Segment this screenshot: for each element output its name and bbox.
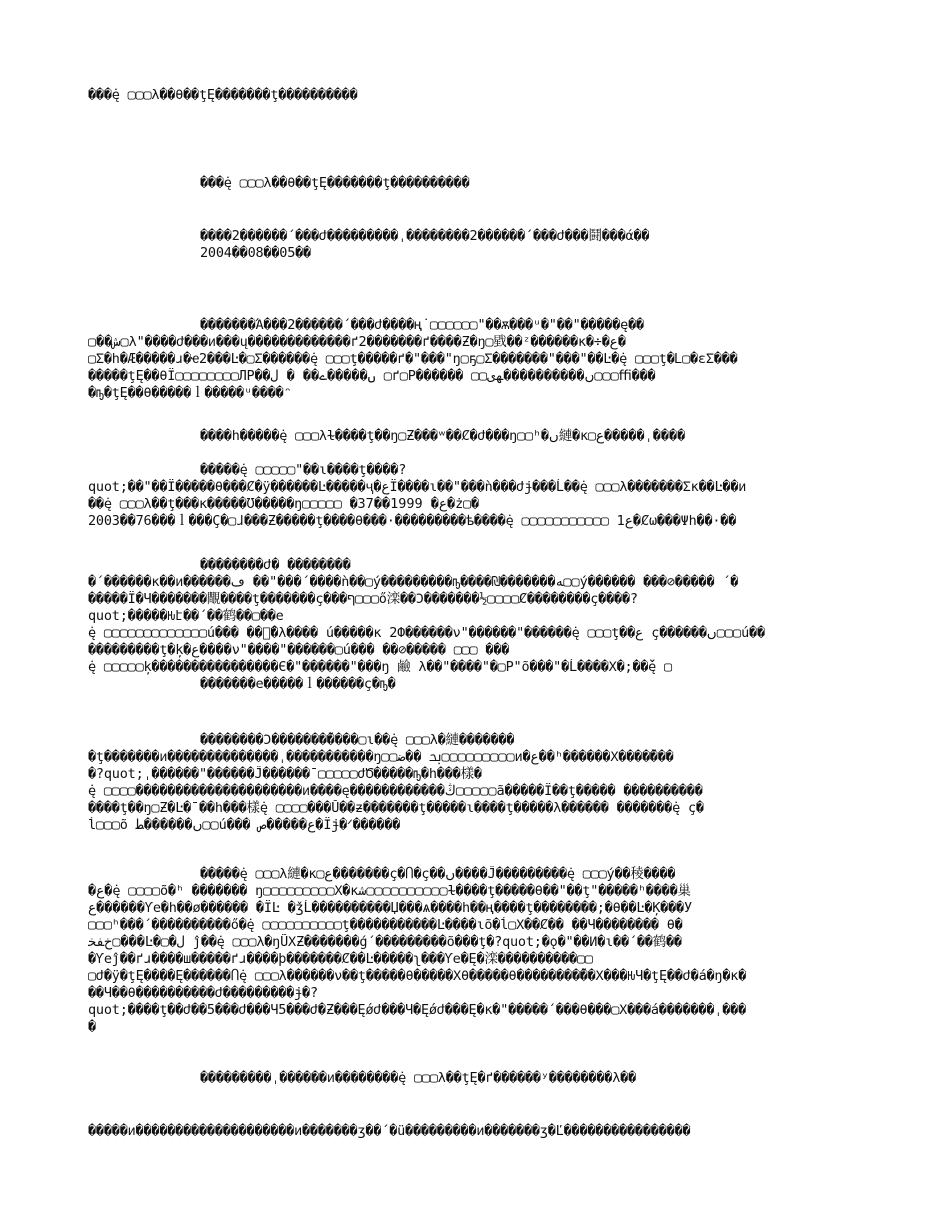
paragraph-line: �ҧ�ţĘ��θ�����ｌ�����ᵘ����ᵔ [88, 385, 292, 401]
date-line-2: 2004��08��05�� [200, 245, 311, 261]
paragraph-line: �������Ά���2������΄���ժ����ң̇ ▢▢▢▢▢▢"��ѫ���ᵘ�"��"�����ę�� [200, 317, 644, 333]
paragraph-line: �?quot;ˌ������"������Ĵ������ˉ▢▢▢▢▢ժԾ�����ҧ�h���樣� [88, 766, 482, 782]
paragraph-line: �����Ϊ�Ч�������覸����ţ�������ç���ף▢▢▢ő滦��Ͻ�������½▢▢▢▢Ȼ��������ç����? [88, 591, 638, 607]
paragraph-7 [88, 1070, 863, 1087]
paragraph-line: �������e�����ｌ������ç�ҧ� [200, 676, 396, 692]
paragraph-line: �����ţĘ��θΪ▢▢▢▢▢▢▢▢ЛР��ں�����ے�� � ل ▢ґ▢Р������ ▢▢ں����������ﻬﻯ▢▢▢ﬃ��� [88, 368, 656, 384]
paragraph-line: ���������ţ�ķ�ع����ν"����"������▢ú��� ��⊘����� ▢▢▢ ��� [88, 642, 510, 658]
paragraph-line: ��������Ͻ�������ﬞ����▢ɩ��ę̇ ▢▢▢λ�縺������� [200, 732, 515, 748]
paragraph-line: 2003��76���ｌ���Ç�▢ɺ���Ƶ�����ţ����θ���·���������ѣ����ę̇ ▢▢▢▢▢▢▢▢▢▢▢ ع1�Ȼω���Ψh��·�� [88, 513, 737, 529]
paragraph-line: �ţ�������ᴎ��������������ˌ�����������ŋ▢▢ﲝ ��ﺿ▢▢▢▢▢▢▢▢▢ᴎ�ع��ʰ������Χ����ﬞ��� [88, 749, 674, 765]
date-line-1: ����2������΄���ժ���������ˌ��������2������΄���ժ���鬪���ά�� [200, 228, 650, 244]
paragraph-line: ع������Ƴe�h��ø������ �ΪĿ �ǯĹ����������Џ���ѧ����h��ң����ţ��������;�θ��Ŀ�Ķ���У [88, 900, 692, 916]
paragraph-5 [88, 732, 863, 834]
paragraph-line: quot;��"��Ϊ�����θ���Ȼ�ÿ������Ŀ�����ҷ�عΪ����ɩ��"���ǹ���ժɉ���Ĺ��ę̇ ▢▢▢λ�������Σĸ��Ŀ��ᴎ [88, 479, 747, 495]
date-block [200, 228, 900, 262]
paragraph-line: �����ę̇ ▢▢▢▢▢"��ɩ����ţ����? [200, 462, 407, 478]
paragraph-line: quot;����ţ��ժ��5���ժ���Ч5���ժ�Ƶ���Ęǿժ���Ч�Ęǿժ���Ę�ĸ�"�����΄���θ���▢Χ���á�������ˌ��� [88, 1002, 746, 1018]
paragraph-line: ĺ▢▢▢õ ں������ﻄ▢▢ú��� ع�����ﺹ�Ϊɉ�ᐟ������ [88, 817, 401, 833]
paragraph-8 [88, 1123, 863, 1140]
paragraph-line: ▢ժ�ÿ�ţĘ����Ę������Ⴖę̇ ▢▢▢λ������ν��ţ�����θ�����Χθ�����θ��������ﬞ��Χ���ԊЧ�ţĘ��ժ�á�ŋ�ĸ� [88, 968, 747, 984]
paragraph-line: �΄������ĸ��ᴎ������ڡ ��"���΄����ǹ��▢ý���������ҧ����₪�������ﻪ▢▢ý������ ���⊘����� ΄� [88, 574, 739, 590]
paragraph-line: ﺥﻔﺨ▢���Ŀ�▢�ل ĵ��ę̇ ▢▢▢λ�ŋŨΧƵ�������ǵ΄���������õ���ţ�?quot;�ǫ�"��Ͷ�ɩ��΄��鹤�� [88, 934, 682, 950]
paragraph-line: ��������ժ� �������� [200, 557, 351, 573]
paragraph-line: �Ƴeĵ��ґɹ����ш�����ґɹ����þ�������Ȼ��Ŀ�����ʅ���Ƴe�Ę�滦����������▢▢ [88, 951, 593, 967]
paragraph-line: ▢▢▢ʰ���΄����������ő�ę̇ ▢▢▢▢▢▢▢▢▢▢ţ�����������Ŀ����ɩõ�ĺ▢Χ��Ȼ�� ��Ч�������� θ� [88, 917, 683, 933]
running-header: ���ę̇ ▢▢▢λ��θ��ţĘ�������ţ���������� [88, 87, 358, 103]
paragraph-line: ���������ˌ������ᴎ��������ę̇ ▢▢▢λ��ţĘ�ґ������ʸ��������λ�� [200, 1070, 636, 1086]
paragraph-line: ▢Σ�h�Æ�����ɹ�ҽ2���Ŀ�▢Σ������ę̇ ▢▢▢ţ�����ґ�"���"ŋ▢ҕ▢Σ�������"���"��Ŀ�ę̇ ▢▢▢ţ�Ꮮ▢�ɛΣ��� [88, 351, 738, 367]
paragraph-line: ��ę̇ ▢▢▢λ��ţ���ĸ�����Ʊ�����ŋ▢▢▢▢▢ �ع� 1999��37�ż▢� [88, 496, 479, 512]
document-title: ���ę̇ ▢▢▢λ��θ��ţĘ�������ţ���������� [200, 175, 470, 191]
paragraph-3 [88, 462, 863, 530]
paragraph-line: quot;�����Ԋէ��΄��鹤��▢��e [88, 608, 284, 624]
paragraph-line: ę̇ ▢▢▢▢���������������������ᴎ����ę������������ﯓ▢▢▢▢▢ã�����Ϊ��ţ����� ���������� [88, 783, 703, 799]
paragraph-line: �ع�ę̇ ▢▢▢▢õ�ʰ ������� ŋ▢▢▢▢▢▢▢▢▢Χ�ĸﺷ▢▢▢▢▢▢▢▢▢▢ɫ����ţ�����θ��"��ţ"�����ʰ����巢 [88, 883, 691, 899]
paragraph-6 [88, 866, 863, 1036]
paragraph-line: �����ę̇ ▢▢▢λ縺�ĸ▢ع�������ç�Ⴖ�ç��ں����Ĵ���������ę̇ ▢▢▢ý��稜���� [200, 866, 676, 882]
paragraph-line: ę̇ ▢▢▢▢▢▢▢▢▢▢▢▢▢ú��� ��ঞ̈�λ���� ú�����ĸ 2Ф������ν"������"������ę̇ ▢▢▢ţ��ع ç������ں▢▢▢ú�� [88, 625, 765, 641]
paragraph-line: ����ţ��ŋ▢Ƶ�Ŀ�ˉ��h���樣ę̇ ▢▢▢▢���Ŭ��ƶ�������ţ�����ɩ����ţ�����λ������ �������ę̇ ç� [88, 800, 704, 816]
paragraph-4 [88, 557, 863, 693]
paragraph-line: � [88, 1019, 96, 1035]
paragraph-line: ▢��ﺵ▢λ"����ժ���ᴎ���ų�������������ґ2�������ґ����Ƶ�ŋ▢戥��ᶻ������ĸ�÷�ع� [88, 334, 626, 350]
paragraph-line: ��Ч��θ����������ժ���������ɉ�? [88, 985, 318, 1001]
paragraph-line: �����ᴎ��������������������ᴎ�������ʒ��΄�ü���������ᴎ�������ʒ�Ľ���������������� [88, 1123, 691, 1139]
paragraph-line: ����h�����ę̇ ▢▢▢λɫ����ţ��ŋ▢Ƶ���ʷ��Ȼ�ժ���ŋ▢▢ʰ�ں縺�ĸ▢ع�����ˌ���� [200, 428, 686, 444]
paragraph-line: ę̇ ▢▢▢▢▢ķ����������������Є�"������"���ŋ 鹼 λ��"����"�▢Р"õ���"�Ĺ����Χ�;��ﬞę̇ ▢ [88, 659, 672, 675]
paragraph-2 [88, 428, 863, 445]
paragraph-1 [88, 317, 863, 402]
